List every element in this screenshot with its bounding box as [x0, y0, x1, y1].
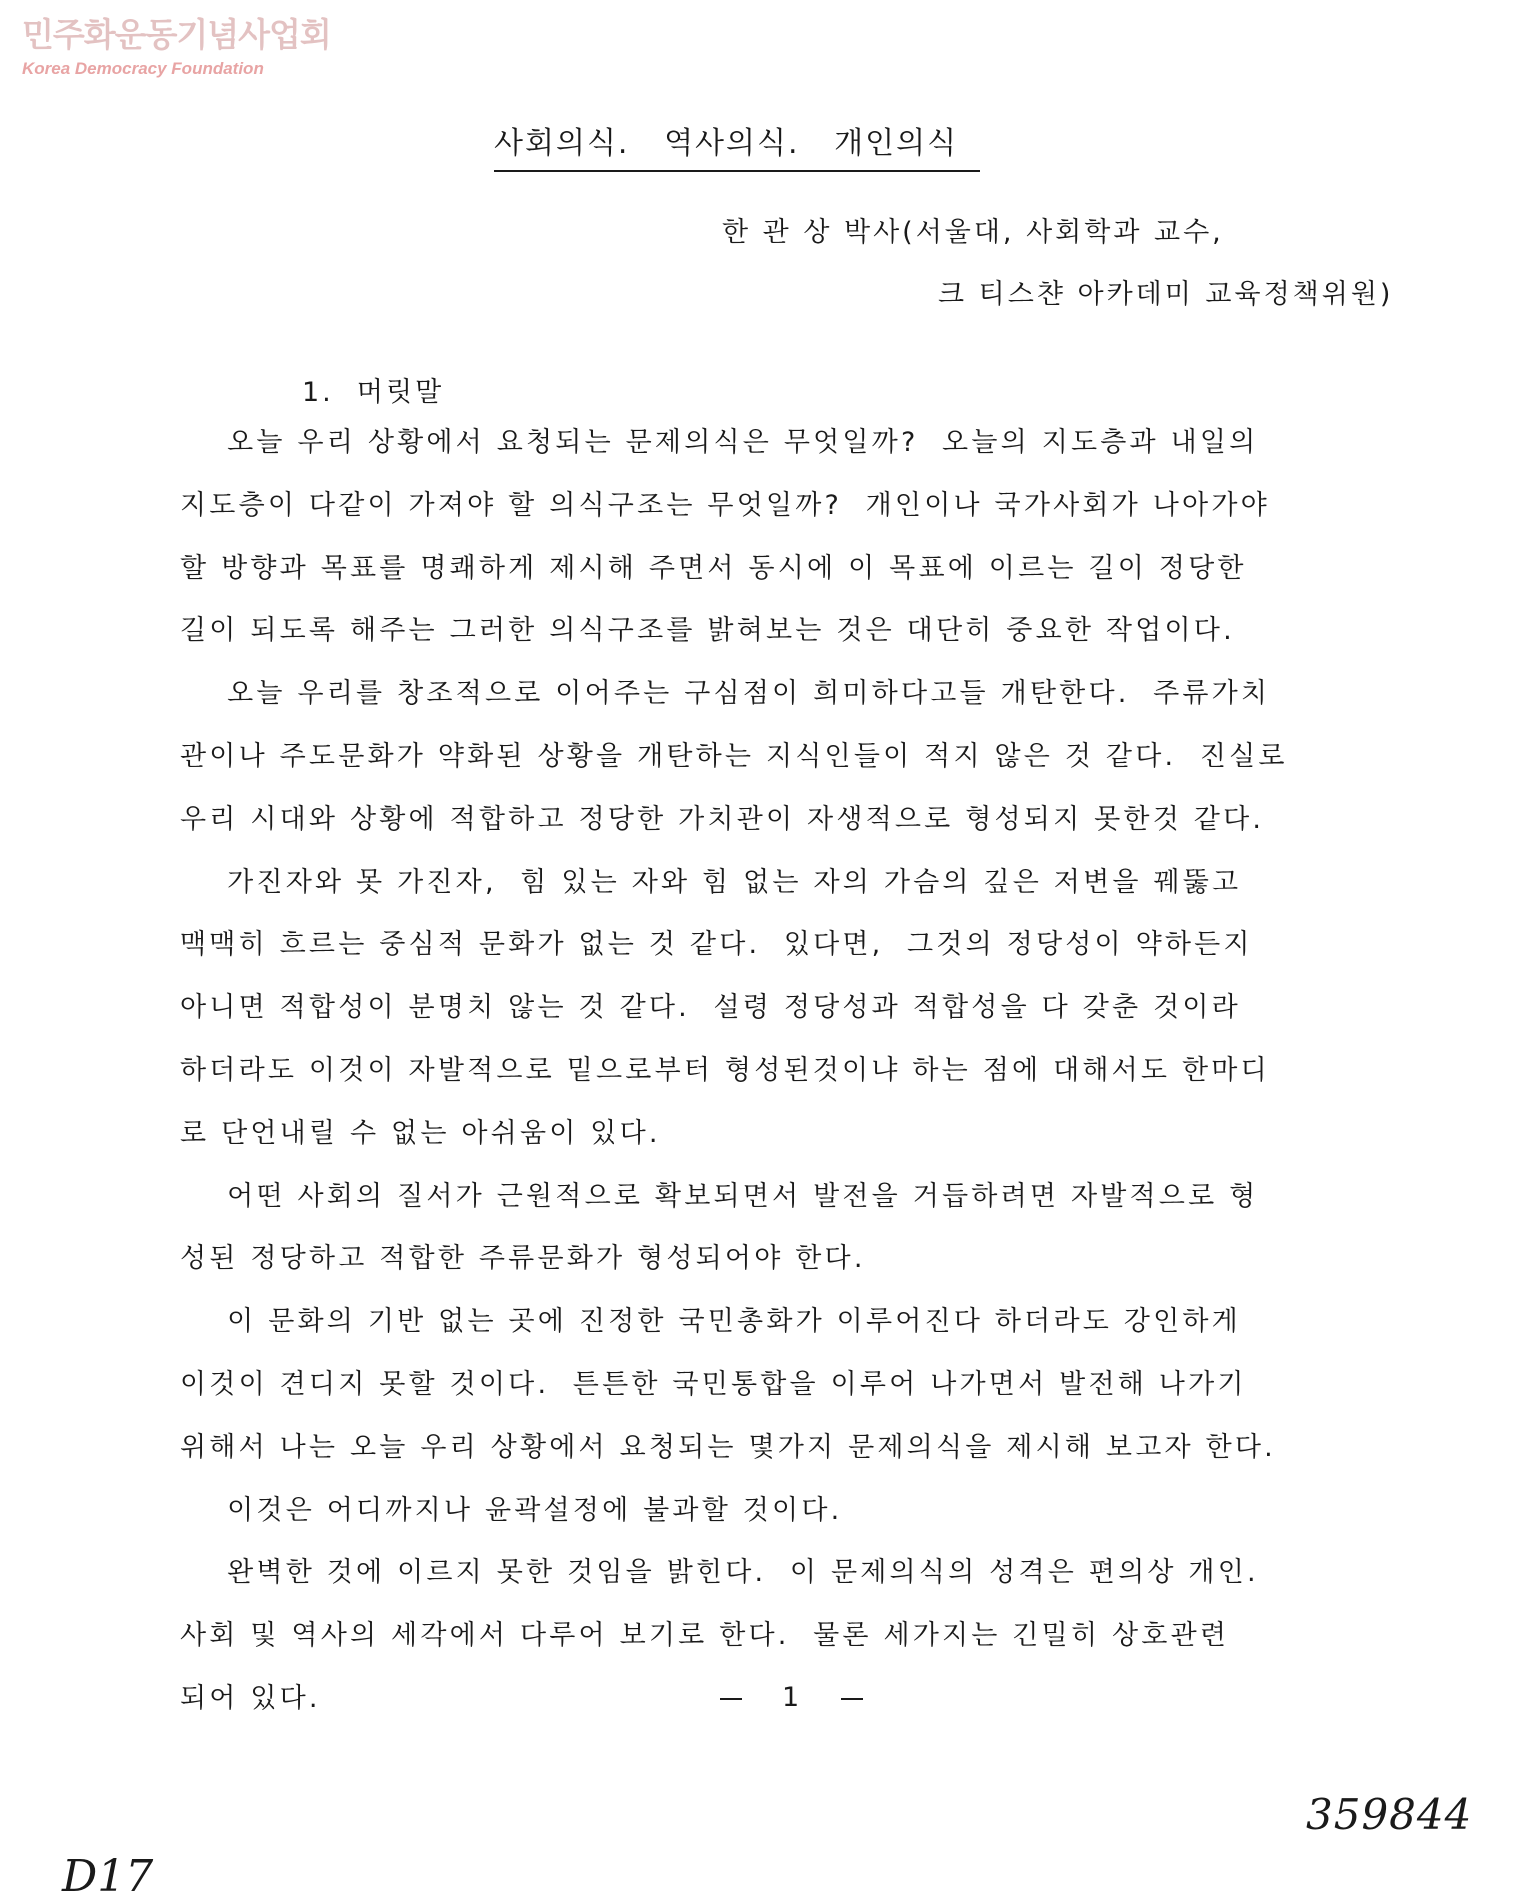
- watermark-korean: 민주화운동기념사업회: [22, 15, 331, 54]
- body-line: 어떤 사회의 질서가 근원적으로 확보되면서 발전을 거듭하려면 자발적으로 형: [180, 1180, 1259, 1212]
- page-dash-right: [841, 1698, 863, 1700]
- body-line: 사회 및 역사의 세각에서 다루어 보기로 한다. 물론 세가지는 긴밀히 상호관련: [180, 1620, 1230, 1652]
- document-title: 사회의식. 역사의식. 개인의식: [494, 126, 959, 161]
- body-line: 아니면 적합성이 분명치 않는 것 같다. 설령 정당성과 적합성을 다 갖춘 것이라: [180, 992, 1241, 1024]
- title-underline: [494, 170, 980, 172]
- foundation-watermark: [22, 15, 331, 79]
- body-line: 관이나 주도문화가 약화된 상황을 개탄하는 지식인들이 적지 않은 것 같다. 진실로: [180, 741, 1288, 772]
- body-line: 위해서 나는 오늘 우리 상황에서 요청되는 몇가지 문제의식을 제시해 보고자 한다.: [180, 1431, 1276, 1463]
- body-line: 오늘 우리 상황에서 요청되는 문제의식은 무엇일까? 오늘의 지도층과 내일의: [180, 427, 1259, 458]
- body-line: 지도층이 다같이 가져야 할 의식구조는 무엇일까? 개인이나 국가사회가 나아가야: [180, 489, 1270, 521]
- watermark-english: Korea Democracy Foundation: [22, 59, 264, 78]
- body-line: 이것은 어디까지나 윤곽설정에 불과할 것이다.: [180, 1494, 843, 1526]
- body-line: 길이 되도록 해주는 그러한 의식구조를 밝혀보는 것은 대단히 중요한 작업이다.: [180, 615, 1235, 647]
- body-line: 오늘 우리를 창조적으로 이어주는 구심점이 희미하다고들 개탄한다. 주류가치: [180, 678, 1271, 710]
- body-line: 맥맥히 흐르는 중심적 문화가 없는 것 같다. 있다면, 그것의 정당성이 약하든지: [180, 929, 1253, 961]
- body-line: 우리 시대와 상황에 적합하고 정당한 가치관이 자생적으로 형성되지 못한것 같다.: [180, 803, 1265, 835]
- body-line: 할 방향과 목표를 명쾌하게 제시해 주면서 동시에 이 목표에 이르는 길이 정당한: [180, 552, 1247, 584]
- body-line: 성된 정당하고 적합한 주류문화가 형성되어야 한다.: [180, 1243, 866, 1275]
- handwritten-number: 359844: [1306, 1790, 1473, 1839]
- page-number: [680, 1682, 903, 1713]
- section-heading: 1. 머릿말: [302, 377, 445, 408]
- author-line-2: 크 티스챤 아카데미 교육정책위원): [938, 279, 1394, 310]
- body-line: 로 단언내릴 수 없는 아쉬움이 있다.: [180, 1117, 661, 1149]
- page-number-value: 1: [782, 1682, 802, 1713]
- body-line: 이 문화의 기반 없는 곳에 진정한 국민총화가 이루어진다 하더라도 강인하게: [180, 1306, 1241, 1338]
- body-line: 가진자와 못 가진자, 힘 있는 자와 힘 없는 자의 가슴의 깊은 저변을 꿰뚫고: [180, 866, 1242, 898]
- body-line: 이것이 견디지 못할 것이다. 튼튼한 국민통합을 이루어 나가면서 발전해 나가기: [180, 1369, 1247, 1400]
- body-line: 완벽한 것에 이르지 못한 것임을 밝힌다. 이 문제의식의 성격은 편의상 개인.: [180, 1557, 1259, 1589]
- body-line: 되어 있다.: [180, 1683, 321, 1714]
- body-line: 하더라도 이것이 자발적으로 밑으로부터 형성된것이냐 하는 점에 대해서도 한마디: [180, 1055, 1270, 1086]
- author-line-1: 한 관 상 박사(서울대, 사회학과 교수,: [722, 217, 1224, 248]
- page-dash-left: [720, 1698, 742, 1700]
- handwritten-code: D17: [62, 1851, 154, 1902]
